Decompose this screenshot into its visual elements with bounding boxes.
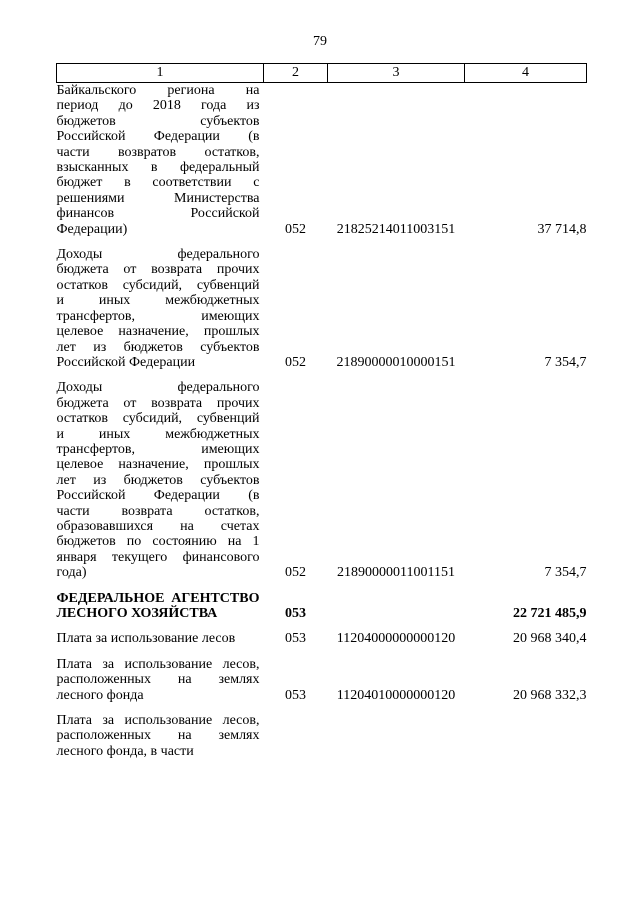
row-kbk: 11204000000000120 <box>336 631 456 647</box>
row-kbk: 11204010000000120 <box>336 687 456 703</box>
row-description <box>57 237 264 370</box>
row-description <box>57 621 264 646</box>
row-code: 052 <box>285 221 306 237</box>
description-line: Плата за использование лесов <box>56 631 236 647</box>
row-code <box>264 703 328 759</box>
description-line: бюджета от возврата прочих <box>56 395 260 411</box>
row-amount: 7 354,7 <box>544 565 587 581</box>
table-row <box>57 703 587 759</box>
table-header-row <box>57 64 587 83</box>
row-code: 053 <box>285 631 306 647</box>
description-line: и иных межбюджетных <box>56 426 260 442</box>
description-line: года) <box>56 565 87 581</box>
description-line: Российской Федерации <box>56 354 196 370</box>
description-line: Байкальского региона на <box>56 83 260 98</box>
row-code: 052 <box>285 354 306 370</box>
column-header-4: 4 <box>465 64 587 83</box>
row-amount: 7 354,7 <box>544 354 587 370</box>
row-kbk: 21890000010000151 <box>336 354 456 370</box>
description-line: части возвратов остатков, <box>56 144 260 160</box>
description-line: бюджета от возврата прочих <box>56 262 260 278</box>
description-line: января текущего финансового <box>56 549 260 565</box>
table-row <box>57 370 587 580</box>
description-line: образовавшихся на счетах <box>56 518 260 534</box>
row-amount <box>465 703 587 759</box>
description-line: бюджетов субъектов <box>56 113 260 129</box>
description-line: решениями Министерства <box>56 190 260 206</box>
description-line: трансфертов, имеющих <box>56 308 260 324</box>
row-amount: 20 968 332,3 <box>513 687 587 703</box>
row-description <box>57 703 264 759</box>
row-kbk <box>328 703 465 759</box>
column-header-3: 3 <box>328 64 465 83</box>
description-line: Российской Федерации (в <box>56 488 260 504</box>
row-kbk: 21890000011001151 <box>337 565 455 581</box>
column-header-1: 1 <box>57 64 264 83</box>
row-kbk: 21825214011003151 <box>336 221 456 237</box>
row-description <box>57 83 264 238</box>
row-kbk <box>328 581 465 622</box>
table-row <box>57 647 587 703</box>
description-line: ЛЕСНОГО ХОЗЯЙСТВА <box>56 606 218 621</box>
column-header-2: 2 <box>264 64 328 83</box>
description-line: лесного фонда <box>56 687 144 703</box>
table-row <box>57 83 587 238</box>
description-line: остатков субсидий, субвенций <box>56 411 260 427</box>
row-amount: 37 714,8 <box>537 221 587 237</box>
description-line: лет из бюджетов субъектов <box>56 339 260 355</box>
description-line: и иных межбюджетных <box>56 293 260 309</box>
table-row <box>57 581 587 622</box>
page-number: 79 <box>313 34 327 49</box>
description-line: Российской Федерации (в <box>56 129 260 145</box>
row-code: 053 <box>285 606 306 621</box>
description-line: расположенных на землях <box>56 672 260 688</box>
table-row <box>57 621 587 646</box>
row-code: 052 <box>285 565 306 581</box>
description-line: трансфертов, имеющих <box>56 441 260 457</box>
description-line: расположенных на землях <box>56 728 260 744</box>
description-line: Плата за использование лесов, <box>56 713 260 729</box>
description-line: Доходы федерального <box>56 247 260 263</box>
description-line: бюджет в соответствии с <box>56 175 260 191</box>
description-line: период до 2018 года из <box>56 98 260 114</box>
description-line: бюджетов по состоянию на 1 <box>56 534 260 550</box>
description-line: ФЕДЕРАЛЬНОЕ АГЕНТСТВО <box>56 590 260 606</box>
description-line: лесного фонда, в части <box>56 743 194 759</box>
description-line: Федерации) <box>56 221 128 237</box>
table-row <box>57 237 587 370</box>
row-description <box>57 581 264 622</box>
description-line: лет из бюджетов субъектов <box>56 472 260 488</box>
budget-table <box>56 63 587 759</box>
row-amount: 22 721 485,9 <box>513 606 587 621</box>
row-code: 053 <box>285 687 306 703</box>
description-line: остатков субсидий, субвенций <box>56 277 260 293</box>
description-line: целевое назначение, прошлых <box>56 457 260 473</box>
description-line: Доходы федерального <box>56 380 260 396</box>
row-description <box>57 370 264 580</box>
row-amount: 20 968 340,4 <box>513 631 587 647</box>
description-line: части возврата остатков, <box>56 503 260 519</box>
description-line: Плата за использование лесов, <box>56 656 260 672</box>
description-line: финансов Российской <box>56 206 260 222</box>
description-line: целевое назначение, прошлых <box>56 324 260 340</box>
description-line: взысканных в федеральный <box>56 160 260 176</box>
table-body <box>57 83 587 760</box>
row-description <box>57 647 264 703</box>
